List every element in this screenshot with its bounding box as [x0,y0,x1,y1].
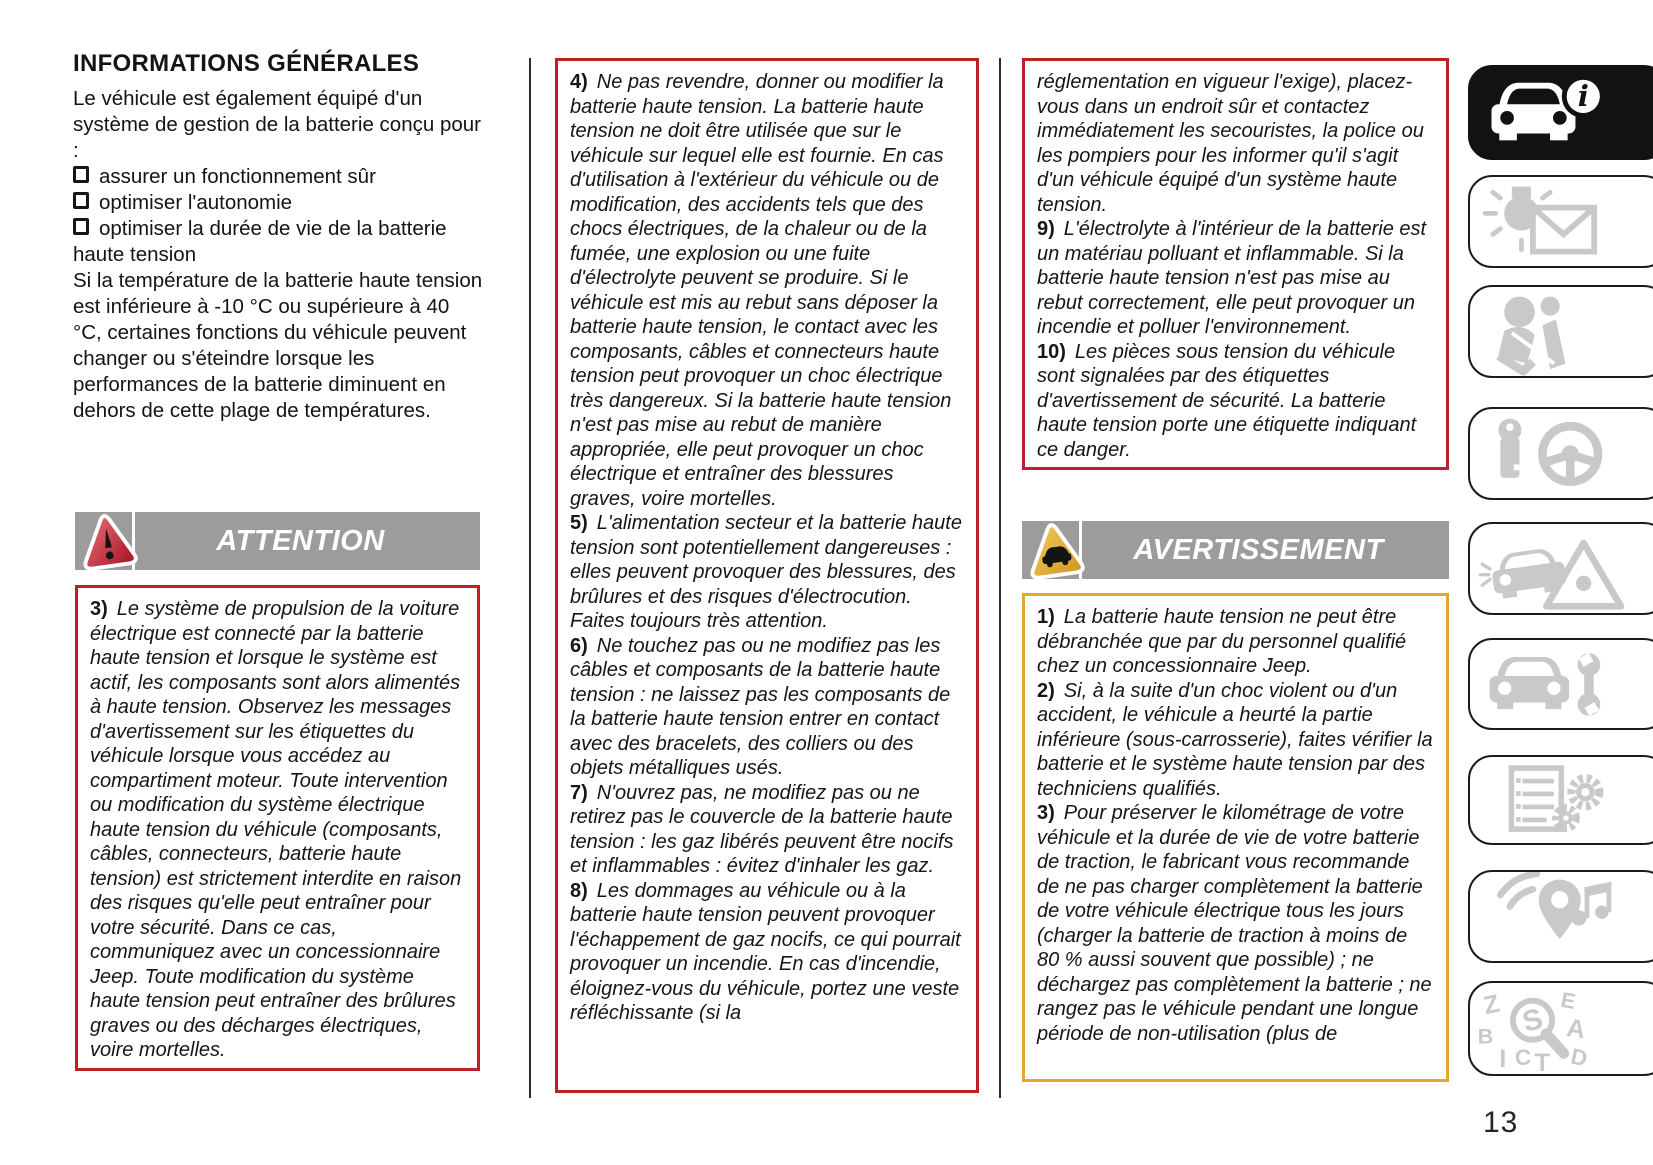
svg-text:i: i [1577,78,1589,114]
bullet-text: optimiser l'autonomie [99,191,293,214]
sidebar-tab-warning-lights[interactable] [1468,175,1653,268]
item-number: 3) [1037,802,1055,824]
warning-item [570,879,964,1026]
sidebar-tab-vehicle-info[interactable] [1468,65,1653,160]
column-divider [529,58,531,1098]
item-text: Les dommages au véhicule ou à la batterie haute tension peuvent provoquer l'échappement de gaz nocifs, ce qui pourrait provoquer un incendie. En cas d'incendie, éloignez-vous du véhicule, portez une veste réfléchissante (si la [570,879,961,1024]
item-text: Le système de propulsion de la voiture électrique est connecté par la batterie haute tension et lorsque le système est actif, les composants sont alors alimentés à haute tension. Observez les messages d'avertissement sur les étiquettes du véhicule lorsque vous accédez au compartiment moteur. Toute intervention ou modification du système électrique haute tension du véhicule (composants, câbles, connecteurs, batterie haute tension) est strictement interdite en raison des risques qu'elle peut entraîner pour votre sécurité. Dans ce cas, communiquez avec un concessionnaire Jeep. Toute modification du système haute tension peut entraîner des brûlures graves ou des décharges électriques, voire mortelles. [90,598,462,1061]
warning-item [1037,217,1434,340]
warning-item-continuation [1037,70,1434,217]
temperature-paragraph: Si la température de la batterie haute tension est inférieure à -10 °C ou supérieure à 40 °C, certaines fonctions du véhicule peuvent changer ou s'éteindre lorsque les performances de la batterie diminuent en dehors de cette plage de températures. [73,269,483,422]
person-airbag-icon [1470,287,1636,376]
attention-title: ATTENTION [216,524,385,557]
square-bullet-icon [73,166,89,183]
red-warning-triangle-icon [77,510,139,580]
attention-icon-cell [75,512,135,570]
item-text: Les pièces sous tension du véhicule sont signalées par des étiquettes d'avertissement de sécurité. La batterie haute tension porte une étiquette indiquant ce danger. [1037,340,1417,461]
item-text: L'électrolyte à l'intérieur de la batterie est un matériau polluant et inflammable. Si la batterie haute tension n'est pas mise au rebut correctement, elle peut provoquer un incendie et polluer l'environnement. [1037,218,1427,338]
item-number: 4) [570,71,588,93]
warning-item [1037,679,1434,802]
sidebar-tab-technical-data[interactable] [1468,755,1653,845]
sidebar-tab-servicing[interactable] [1468,638,1653,730]
bullet-text: assurer un fonctionnement sûr [99,165,376,188]
attention-box-continued [555,58,979,1093]
bullet-item [73,216,483,268]
item-number: 7) [570,781,588,804]
list-gears-icon [1470,757,1636,843]
item-text: Ne touchez pas ou ne modifiez pas les câbles et composants de la batterie haute tension : ne laissez pas les composants de la batterie haute tension entrer en contact avec des bracelets, des colliers ou des objets métalliques usés. [570,634,951,779]
item-text: L'alimentation secteur et la batterie haute tension sont potentiellement dangereuses : elles peuvent provoquer des blessures, des brûlures et des risques d'électrocution. Faites toujours très attention. [570,512,962,632]
svg-text:C: C [1514,1045,1532,1071]
attention-box [75,585,480,1071]
item-text: Si, à la suite d'un choc violent ou d'un accident, le véhicule a heurté la partie inférieure (sous-carrosserie), faites vérifier la batterie et le système haute tension par des techniciens qualifiés. [1037,679,1433,800]
warning-item [570,511,964,634]
multimedia-pin-note-icon [1470,872,1636,961]
car-crash-triangle-icon [1470,524,1636,613]
bullet-text: optimiser la durée de vie de la batterie haute tension [73,217,447,266]
square-bullet-icon [73,192,89,209]
item-number: 10) [1037,340,1066,363]
warning-item [570,634,964,781]
sidebar-tab-index[interactable] [1468,981,1653,1076]
item-number: 3) [90,598,108,620]
item-number: 2) [1037,679,1055,702]
yellow-warning-triangle-icon [1024,519,1086,589]
warning-item [1037,340,1434,463]
item-text: N'ouvrez pas, ne modifiez pas ou ne retirez pas le couvercle de la batterie haute tension : les gaz libérés peuvent être nocifs et inflammables : évitez d'inhaler les gaz. [570,781,954,877]
warning-item [90,597,465,1063]
avertissement-title: AVERTISSEMENT [1133,533,1384,566]
sidebar-tab-starting-driving[interactable] [1468,407,1653,500]
key-steering-wheel-icon [1470,409,1636,498]
svg-text:T: T [1534,1048,1550,1074]
svg-text:E: E [1558,987,1578,1014]
warning-item [1037,605,1434,679]
svg-text:I: I [1499,1045,1507,1074]
item-text: réglementation en vigueur l'exige), placez-vous dans un endroit sûr et contactez immédiatement les secouristes, la police ou les pompiers pour les informer qu'il s'agit d'un véhicule équipé d'un système haute tension. [1037,71,1424,216]
item-number: 8) [570,879,588,902]
svg-text:B: B [1477,1024,1494,1049]
avertissement-icon-cell [1022,521,1082,579]
left-column [73,50,483,424]
intro-paragraph: Le véhicule est également équipé d'un système de gestion de la batterie conçu pour : [73,87,481,162]
item-number: 9) [1037,218,1055,240]
warning-item [570,70,964,511]
bullet-item [73,164,483,190]
attention-header-bar [75,512,480,570]
sidebar-tab-emergency[interactable] [1468,522,1653,615]
avertissement-header-bar [1022,521,1449,579]
item-text: Ne pas revendre, donner ou modifier la batterie haute tension. La batterie haute tension ne doit être utilisée que sur le véhicule sur lequel elle est fournie. En cas d'utilisation à l'extérieur du véhicule ou de modification, des accidents tels que des chocs électriques, de la chaleur ou de la fumée, une explosion ou une fuite d'électrolyte peuvent se produire. Si le véhicule est mis au rebut sans déposer la batterie haute tension, le contact avec les composants, câbles et connecteurs haute tension peut provoquer un choc électrique très dangereux. Si la batterie haute tension n'est pas mise au rebut de manière appropriée, elle peut provoquer un choc électrique et entraîner des blessures graves, voire mortelles. [570,71,952,510]
square-bullet-icon [73,218,89,235]
page-number: 13 [1483,1106,1519,1139]
item-number: 5) [570,512,588,534]
bullet-item [73,190,483,216]
svg-text:D: D [1568,1043,1590,1072]
item-text: La batterie haute tension ne peut être débranchée que par du personnel qualifié chez un concessionnaire Jeep. [1037,606,1407,677]
svg-text:A: A [1564,1014,1587,1045]
car-wrench-icon [1470,640,1636,728]
warning-item [570,781,964,879]
attention-box-end [1022,58,1449,470]
svg-text:S: S [1518,1001,1547,1039]
warning-item [1037,801,1434,1046]
index-letters-magnifier-icon [1470,983,1636,1074]
avertissement-box [1022,593,1449,1082]
item-number: 1) [1037,606,1055,628]
car-info-icon [1470,67,1636,158]
item-number: 6) [570,634,588,657]
sidebar-tab-safety[interactable] [1468,285,1653,378]
column-divider [999,58,1001,1098]
svg-text:Z: Z [1481,989,1503,1021]
warning-lamp-envelope-icon [1470,177,1636,266]
item-text: Pour préserver le kilométrage de votre véhicule et la durée de vie de votre batterie de traction, le fabricant vous recommande de ne pas charger complètement la batterie de votre véhicule électrique tous les jours (charger la batterie de traction à moins de 80 % aussi souvent que possible) ; ne déchargez pas complètement la batterie ; ne rangez pas le véhicule pendant une longue période de non-utilisation (plus de [1037,802,1432,1045]
page-title: INFORMATIONS GÉNÉRALES [73,50,420,77]
sidebar-tab-multimedia[interactable] [1468,870,1653,963]
